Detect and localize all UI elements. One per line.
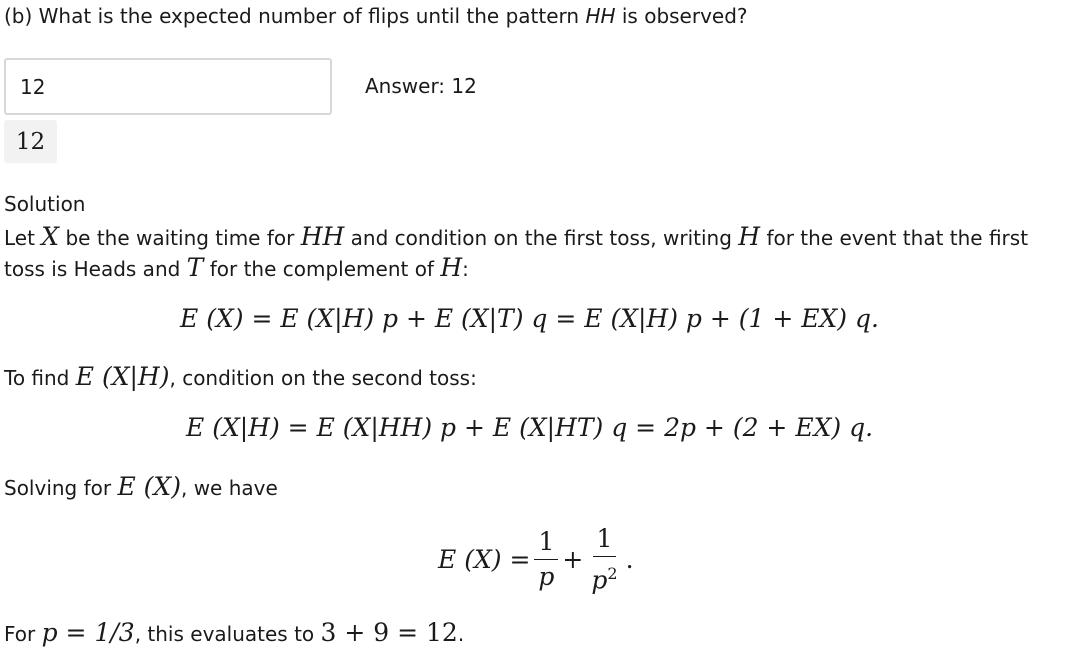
equation-2: E (X|H) = E (X|HH) p + E (X|HT) q = 2p + (2 + EX) q. [186,413,874,442]
fraction-1-over-p: $\frac{1}{p}$ [534,525,558,594]
solution-paragraph-1-line-2: toss is Heads and T for the complement of H: [4,253,469,282]
solution-paragraph-3: Solving for E (X), we have [4,472,278,501]
math-t: T [186,253,204,282]
math-result: 3 + 9 = 12 [320,618,458,647]
solution-paragraph-1-line-1: Let X be the waiting time for HH and condition on the first toss, writing H for the event that the first [4,222,1029,251]
math-h-2: H [440,253,463,282]
solution-paragraph-4: For p = 1/3, this evaluates to 3 + 9 = 12. [4,618,465,647]
equation-1: E (X) = E (X|H) p + E (X|T) q = E (X|H) p + (1 + EX) q. [180,304,879,333]
fraction-1-over-p-squared: $\frac{1}{p^2}$ [591,524,618,595]
solution-paragraph-2: To find E (X|H), condition on the second toss: [4,362,477,391]
question-prefix: (b) What is the expected number of flips until the pattern [4,4,586,28]
answer-label: Answer: 12 [365,74,477,98]
rendered-answer-preview: 12 [4,120,57,163]
math-ex: E (X) [117,472,181,501]
question-suffix: is observed? [615,4,748,28]
solution-heading: Solution [4,192,86,216]
math-exh: E (X|H) [75,362,170,391]
math-p-value: p = 1/3 [41,618,135,647]
math-x: X [41,222,60,251]
question-pattern: HH [585,4,616,28]
math-hh: HH [300,222,345,251]
math-h: H [738,222,761,251]
equation-3: E (X) = $\frac{1}{p}$ + $\frac{1}{p^2}$ . [438,522,634,597]
equation-3-lhs: E (X) = [438,545,531,575]
plus-sign: + [562,545,584,575]
answer-input[interactable] [4,58,332,115]
question-text [4,4,748,28]
